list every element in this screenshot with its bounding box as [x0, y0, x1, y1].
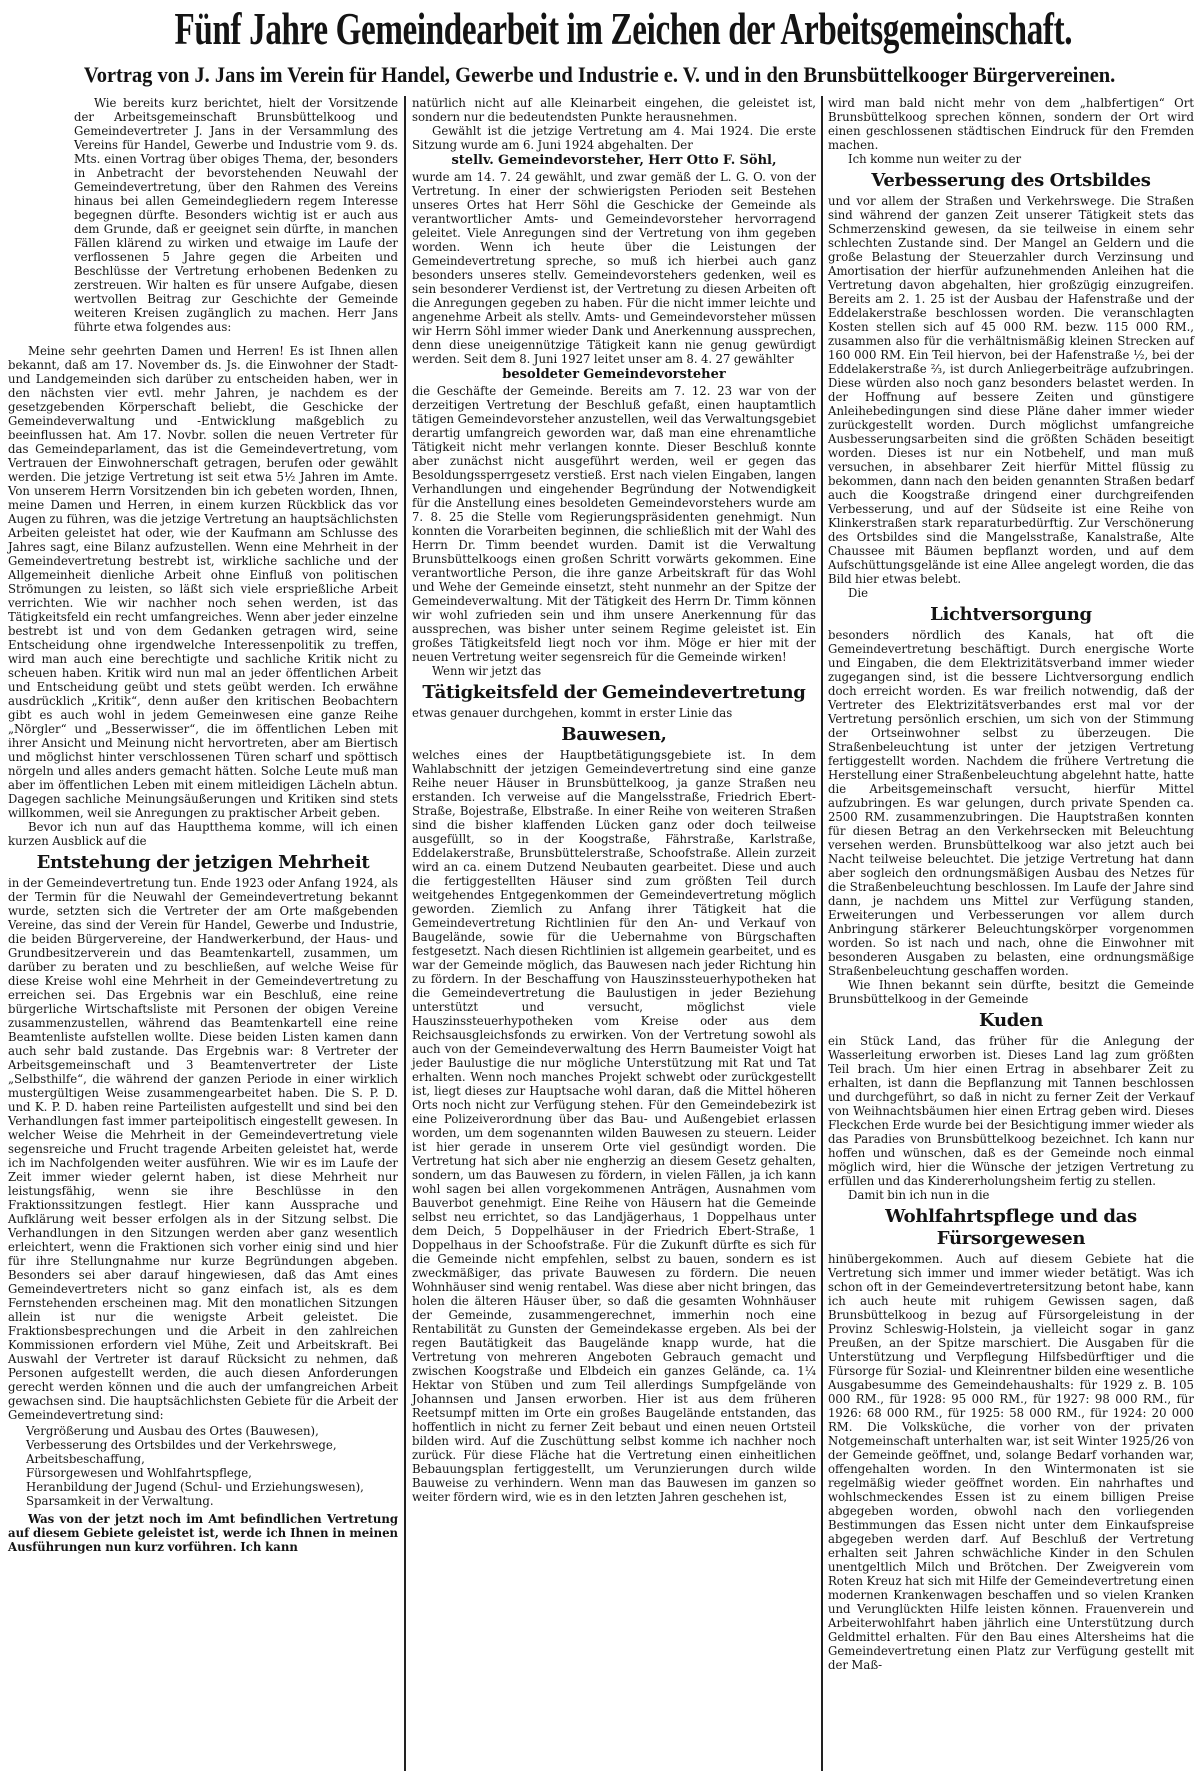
list-item: Heranbildung der Jugend (Schul- und Erziehungswesen),	[26, 1480, 364, 1494]
list-item: Fürsorgewesen und Wohlfahrtspflege,	[26, 1466, 252, 1480]
paragraph: hinübergekommen. Auch auf diesem Gebiete hat die Vertretung sich immer und immer wieder betätigt. Was ich schon oft in der Gemeindevertretersitzung betont habe, kann ich auch heute mit ruhigem Gewissen sagen, daß Brunsbüttelkoog in bezug auf Fürsorgeleistung in der Provinz Schleswig-Holstein, ja vielleicht sogar in ganz Preußen, an der Spitze marschiert. Die Ausgaben für die Unterstützung und Verpflegung Hilfsbedürftiger und die Fürsorge für Sozial- und Kleinrentner bilden eine wesentliche Ausgabesumme des Gemeindehaushalts: für 1929 z. B. 105 000 RM., für 1928: 95 000 RM., für 1927: 98 000 RM., für 1926: 68 000 RM., für 1925: 58 000 RM., für 1924: 20 000 RM. Die Volksküche, die vorher von der privaten Notgemeinschaft unterhalten war, ist seit Winter 1925/26 von der Gemeinde geöffnet, und, solange Bedarf vorhanden war, offengehalten worden. In den Wintermonaten ist sie regelmäßig wieder geöffnet worden. Ein nahrhaftes und wohlschmeckendes Essen ist zu einem billigen Preise abgegeben worden, obwohl nach den vorliegenden Bestimmungen das Essen nicht unter dem Einkaufspreise abgegeben werden darf. Auf Beschluß der Vertretung erhalten seit Jahren schwächliche Kinder in den Schulen unentgeltlich Milch und Brötchen. Der Zweigverein vom Roten Kreuz hat sich mit Hilfe der Gemeindevertretung einen modernen Krankenwagen beschaffen und so vielen Kranken und Verunglückten Hilfe leisten können. Frauenverein und Arbeiterwohlfahrt haben jährlich eine Unterstützung durch Geldmittel erhalten. Für den Bau eines Altersheims hat die Gemeindevertretung einen Platz zur Verfügung gestellt mit der Maß-	[828, 1252, 1194, 1672]
paragraph: etwas genauer durchgehen, kommt in erster Linie das	[412, 706, 733, 720]
paragraph: Wie Ihnen bekannt sein dürfte, besitzt die Gemeinde Brunsbüttelkoog in der Gemeinde	[828, 978, 1194, 1006]
section-heading: Kuden	[979, 1010, 1043, 1031]
paragraph: Meine sehr geehrten Damen und Herren! Es ist Ihnen allen bekannt, daß am 17. November ds. Js. die Einwohner der Stadt- und Landgemeinden sich darüber zu entscheiden haben, wer in den nächsten vier evtl. mehr Jahren, je nachdem es der gesetzgebenden Körperschaft beliebt, die Geschicke der Gemeindeverwaltung und -Entwicklung maßgeblich zu beeinflussen hat. Am 17. Novbr. sollen die neuen Vertreter für das Gemeindeparlament, das ist die Gemeindevertretung, vom Vertrauen der Einwohnerschaft getragen, berufen oder gewählt werden. Die jetzige Vertretung ist seit etwa 5½ Jahren im Amte. Von unserem Herrn Vorsitzenden bin ich gebeten worden, Ihnen, meine Damen und Herren, in einem kurzen Rückblick das vor Augen zu führen, was die jetzige Vertretung an hauptsächlichsten Arbeiten geleistet hat oder, wie der Kaufmann am Schlusse des Jahres sagt, eine Bilanz aufzustellen. Wenn eine Mehrheit in der Gemeindevertretung bestrebt ist, wirkliche sachliche und der Allgemeinheit dienliche Arbeit ohne Einfluß von politischen Strömungen zu leisten, so läßt sich viele ersprießliche Arbeit verrichten. Wie wir nachher noch sehen werden, ist das Tätigkeitsfeld ein recht umfangreiches. Wenn aber jeder einzelne bestrebt ist und von dem Gedanken getragen wird, seine Entscheidung ohne irgendwelche Interessenpolitik zu treffen, wird man auch eine berechtigte und sachliche Kritik nicht zu scheuen haben. Kritik wird nun mal an jeder öffentlichen Arbeit und Entscheidung geübt und stets geübt werden. Ich erwähne ausdrücklich „Kritik“, denn außer den kritischen Beobachtern gibt es auch wohl in jedem Gemeinwesen eine ganze Reihe „Nörgler“ und „Besserwisser“, die im öffentlichen Leben mit ihrer Ansicht und Meinung nicht hervortreten, aber am Biertisch und möglichst hinter verschlossenen Türen scharf und spöttisch nörgeln und alles anders gemacht hätten. Solche Leute muß man aber im öffentlichen Leben mit einem mitleidigen Lächeln abtun. Dagegen sachliche Meinungsäußerungen und Kritiken sind stets willkommen, weil sie Anregungen zu praktischer Arbeit geben.	[8, 344, 398, 820]
list-item: Arbeitsbeschaffung,	[26, 1452, 145, 1466]
paragraph: in der Gemeindevertretung tun. Ende 1923 oder Anfang 1924, als der Termin für die Neuwahl der Gemeindevertretung bekannt wurde, setzten sich die Vertreter der am Orte maßgebenden Vereine, das sind der Verein für Handel, Gewerbe und Industrie, die beiden Bürgervereine, der Handwerkerbund, der Haus- und Grundbesitzerverein und das Beamtenkartell, zusammen, um darüber zu beraten und zu beschließen, auf welche Weise für diese Kreise wohl eine Mehrheit in der Gemeindevertretung zu erreichen sei. Das Ergebnis war ein Beschluß, eine reine bürgerliche Wirtschaftsliste mit Personen der obigen Vereine zusammenzustellen, während das Beamtenkartell eine reine Beamtenliste aufstellen wollte. Diese beiden Listen kamen dann auch sehr bald zustande. Das Ergebnis war: 8 Vertreter der Arbeitsgemeinschaft und 3 Beamtenvertreter der Liste „Selbsthilfe“, die während der ganzen Periode in einer wirklich mustergültigen Weise zusammengearbeitet haben. Die S. P. D. und K. P. D. haben reine Parteilisten aufgestellt und sind bei den Verhandlungen fast immer parteipolitisch eingestellt gewesen. In welcher Weise die Mehrheit in der Gemeindevertretung viele segensreiche und Frucht tragende Arbeiten geleistet hat, werde ich im Nachfolgenden weiter ausführen. Wie wir es im Laufe der Zeit immer wieder gelernt haben, ist diese Mehrheit nur leistungsfähig, wenn sie ihre Beschlüsse in den Fraktionssitzungen festlegt. Hier kann Aussprache und Aufklärung weit besser erfolgen als in der Sitzung selbst. Die Verhandlungen in den Sitzungen werden aber ganz wesentlich erleichtert, wenn die Fraktionen sich vorher einig sind und hier für ihre Stellungnahme nur kurze Begründungen abgeben. Besonders sei aber darauf hingewiesen, daß das Amt eines Gemeindevertreters nicht so ganz einfach ist, als es dem Fernstehenden erscheinen mag. Mit den monatlichen Sitzungen allein ist nur die wenigste Arbeit geleistet. Die Fraktionsbesprechungen und die Arbeit in den zahlreichen Kommissionen erfordern viel Mühe, Zeit und Arbeitskraft. Bei Auswahl der Vertreter ist darauf Rücksicht zu nehmen, daß Personen aufgestellt werden, die auch diesen Anforderungen gerecht werden können und die auch der umfangreichen Arbeit gewachsen sind. Die hauptsächlichsten Gebiete für die Arbeit der Gemeindevertretung sind:	[8, 876, 398, 1422]
section-heading: Tätigkeitsfeld der Gemeindevertretung	[422, 682, 806, 703]
paragraph: wird man bald nicht mehr von dem „halbfertigen“ Ort Brunsbüttelkoog sprechen können, sondern der Ort wird einen geschlossenen städtischen Eindruck für den Fremden machen.	[828, 96, 1194, 152]
paragraph: Ich komme nun weiter zu der	[848, 152, 1022, 166]
column-divider	[404, 96, 406, 1771]
paragraph: die Geschäfte der Gemeinde. Bereits am 7. 12. 23 war von der derzeitigen Vertretung der Beschluß gefaßt, einen hauptamtlich tätigen Gemeindevorsteher anzustellen, weil das Verwaltungsgebiet derartig umfangreich geworden war, daß man eine ehrenamtliche Tätigkeit nicht mehr verlangen konnte. Dieser Beschluß konnte aber zunächst nicht ausgeführt werden, weil er gegen das Besoldungssperrgesetz verstieß. Erst nach vielen Eingaben, langen Verhandlungen und eingehender Begründung der Notwendigkeit für die Anstellung eines besoldeten Gemeindevorstehers wurde am 7. 8. 25 die Stelle vom Regierungspräsidenten genehmigt. Nun konnten die Vorarbeiten beginnen, die schließlich mit der Wahl des Herrn Dr. Timm beendet wurden. Damit ist die Verwaltung Brunsbüttelkoogs einen großen Schritt vorwärts gekommen. Eine verantwortliche Person, die ihre ganze Arbeitskraft für das Wohl und Wehe der Gemeinde einsetzt, steht nunmehr an der Spitze der Gemeindeverwaltung. Mit der Tätigkeit des Herrn Dr. Timm können wir wohl zufrieden sein und ihm unsere Anerkennung für das aussprechen, was bisher unter seinem Regime geleistet ist. Ein großes Tätigkeitsfeld liegt noch vor ihm. Möge er hier mit der neuen Vertretung weiter segensreich für die Gemeinde wirken!	[412, 384, 816, 664]
section-heading: Lichtversorgung	[930, 604, 1092, 625]
subheading: stellv. Gemeindevorsteher, Herr Otto F. Söhl,	[451, 153, 777, 168]
article-column-1	[8, 96, 398, 1554]
column-divider	[821, 96, 823, 1771]
list-item: Sparsamkeit in der Verwaltung.	[26, 1494, 214, 1508]
paragraph: Gewählt ist die jetzige Vertretung am 4. Mai 1924. Die erste Sitzung wurde am 6. Juni 1924 abgehalten. Der	[412, 124, 816, 152]
paragraph: Damit bin ich nun in die	[848, 1188, 990, 1202]
article-column-3	[828, 96, 1194, 1672]
article-headline	[0, 2, 1200, 55]
paragraph: Die	[848, 586, 869, 600]
article-column-2	[412, 96, 816, 1504]
paragraph: Bevor ich nun auf das Hauptthema komme, will ich einen kurzen Ausblick auf die	[8, 820, 398, 848]
headline-text: Fünf Jahre Gemeindearbeit im Zeichen der Arbeitsgemeinschaft.	[174, 3, 1073, 54]
section-heading: Wohlfahrtspflege und das Fürsorgewesen	[885, 1206, 1137, 1249]
list-item: Vergrößerung und Ausbau des Ortes (Bauwesen),	[26, 1424, 319, 1438]
paragraph: Was von der jetzt noch im Amt befindlichen Vertretung auf diesem Gebiete geleistet ist, werde ich Ihnen in meinen Ausführungen nun kurz vorführen. Ich kann	[8, 1512, 398, 1554]
subheading: besoldeter Gemeindevorsteher	[502, 367, 726, 382]
paragraph: und vor allem der Straßen und Verkehrswege. Die Straßen sind während der ganzen Zeit unserer Tätigkeit stets das Schmerzenskind gewesen, da sie teilweise in einem sehr schlechten Zustande sind. Der Mangel an Geldern und die große Belastung der Steuerzahler durch Verzinsung und Amortisation der hierfür aufzunehmenden Anleihen hat die Vertretung davon abgehalten, hier großzügig einzugreifen. Bereits am 2. 1. 25 ist der Ausbau der Hafenstraße und der Eddelakerstraße beschlossen worden. Die veranschlagten Kosten stellen sich auf 45 000 RM. bezw. 115 000 RM., zusammen also für die verhältnismäßig kleinen Strecken auf 160 000 RM. Ein Teil hiervon, bei der Hafenstraße ½, bei der Eddelakerstraße ⅔, ist durch Anliegerbeiträge aufzubringen. Diese würden also noch ganz besonders belastet werden. In der Hoffnung auf bessere Zeiten und günstigere Anleihebedingungen sind diese Pläne daher immer wieder zurückgestellt worden. Durch möglichst umfangreiche Ausbesserungsarbeiten sind die größten Schäden beseitigt worden. Dieses ist nur ein Notbehelf, und man muß versuchen, in absehbarer Zeit hierfür Mittel flüssig zu bekommen, dann nach den beiden genannten Straßen bedarf auch die Koogstraße dringend einer durchgreifenden Verbesserung, und auf der Südseite ist eine Reihe von Klinkerstraßen stark reparaturbedürftig. Zur Verschönerung des Ortsbildes sind die Mangelsstraße, Kanalstraße, Alte Chaussee mit Bäumen bepflanzt worden, und auf dem Aufschüttungsgelände ist eine Allee angelegt worden, die das Bild hier etwas belebt.	[828, 194, 1194, 586]
subheadline-text: Vortrag von J. Jans im Verein für Handel, Gewerbe und Industrie e. V. und in den Brunsbüttelkooger Bürgervereinen.	[84, 62, 1116, 87]
paragraph: ein Stück Land, das früher für die Anlegung der Wasserleitung erworben ist. Dieses Land lag zum größten Teil brach. Um hier einen Ertrag in absehbarer Zeit zu erhalten, ist dann die Bepflanzung mit Tannen beschlossen und durchgeführt, so daß in nicht zu ferner Zeit der Verkauf von Weihnachtsbäumen hier einen Ertrag geben wird. Dieses Fleckchen Erde wurde bei der Besichtigung immer wieder als das Paradies von Brunsbüttelkoog bezeichnet. Ich kann nur hoffen und wünschen, daß es der Gemeinde noch einmal möglich wird, hier die Wünsche der jetzigen Vertretung zu erfüllen und das Kindererholungsheim fertig zu stellen.	[828, 1034, 1194, 1188]
paragraph: natürlich nicht auf alle Kleinarbeit eingehen, die geleistet ist, sondern nur die bedeutendsten Punkte herausnehmen.	[412, 96, 816, 124]
section-heading: Bauwesen,	[561, 724, 667, 745]
paragraph: besonders nördlich des Kanals, hat oft die Gemeindevertretung beschäftigt. Durch energische Worte und Eingaben, die dem Elektrizitätsverband immer wieder zugegangen sind, ist die bessere Lichtversorgung endlich doch erreicht worden. Es war freilich notwendig, daß der Vertreter des Elektrizitätsverbandes erst mal vor der Vertretung persönlich erschien, um sich von der Stimmung der Ortseinwohner selbst zu überzeugen. Die Straßenbeleuchtung ist unter der jetzigen Vertretung fertiggestellt worden. Nachdem die frühere Vertretung die Herstellung einer Straßenbeleuchtung abgelehnt hatte, hatte die Arbeitsgemeinschaft versucht, hierfür Mittel aufzubringen. Es war gelungen, durch private Spenden ca. 2500 RM. zusammenzubringen. Die Hauptstraßen konnten für diesen Betrag an den Verkehrsecken mit Beleuchtung versehen werden. Brunsbüttelkoog war also jetzt auch bei Nacht teilweise beleuchtet. Die jetzige Vertretung hat dann aber sogleich den ordnungsmäßigen Ausbau des Netzes für die Straßenbeleuchtung beschlossen. Im Laufe der Jahre sind dann, je nachdem uns Mittel zur Verfügung standen, Erweiterungen und Verbesserungen vor allem durch Anbringung stärkerer Beleuchtungskörper vorgenommen worden. So ist nach und nach, ohne die Einwohner mit besonderen Ausgaben zu belasten, eine ordnungsmäßige Straßenbeleuchtung geschaffen worden.	[828, 628, 1194, 978]
lead-paragraph: Wie bereits kurz berichtet, hielt der Vorsitzende der Arbeitsgemeinschaft Brunsbüttelkoog und Gemeindevertreter J. Jans in der Versammlung des Vereins für Handel, Gewerbe und Industrie vom 9. ds. Mts. einen Vortrag über obiges Thema, der, besonders in Anbetracht der bevorstehenden Neuwahl der Gemeindevertretung, über den Rahmen des Vereins hinaus bei allen Gemeindegliedern regem Interesse begegnen dürfte. Besonders wichtig ist er auch aus dem Grunde, daß er geeignet sein dürfte, in manchen Fällen klärend zu wirken und etwaige im Laufe der verflossenen 5 Jahre gegen die Arbeiten und Beschlüsse der Vertretung erhobenen Bedenken zu zerstreuen. Wir halten es für unsere Aufgabe, diesen wertvollen Beitrag zur Geschichte der Gemeinde weiteren Kreisen zugänglich zu machen. Herr Jans führte etwa folgendes aus:	[74, 96, 398, 334]
paragraph: wurde am 14. 7. 24 gewählt, und zwar gemäß der L. G. O. von der Vertretung. In einer der schwierigsten Perioden seit Bestehen unseres Ortes hat Herr Söhl die Geschicke der Gemeinde als verantwortlicher Amts- und Gemeindevorsteher hervorragend geleitet. Viele Anregungen sind der Vertretung von ihm gegeben worden. Wenn ich heute über die Leistungen der Gemeindevertretung spreche, so muß ich hierbei auch ganz besonders unseres stellv. Gemeindevorstehers gedenken, weil es sein besonderer Verdienst ist, der Vertretung zu diesen Arbeiten oft die Anregungen gegeben zu haben. Für die nicht immer leichte und angenehme Arbeit als stellv. Amts- und Gemeindevorsteher müssen wir Herrn Söhl immer wieder Dank und Anerkennung aussprechen, denn diese uneigennützige Tätigkeit kann nie genug gewürdigt werden. Seit dem 8. Juni 1927 leitet unser am 8. 4. 27 gewählter	[412, 170, 816, 366]
article-subheadline	[0, 62, 1200, 88]
paragraph: Wenn wir jetzt das	[432, 664, 542, 678]
list-item: Verbesserung des Ortsbildes und der Verkehrswege,	[26, 1438, 337, 1452]
work-areas-list	[26, 1424, 398, 1508]
section-heading: Verbesserung des Ortsbildes	[871, 170, 1151, 191]
paragraph: welches eines der Hauptbetätigungsgebiete ist. In dem Wahlabschnitt der jetzigen Gemeindevertretung sind eine ganze Reihe neuer Häuser in Brunsbüttelkoog, ja ganze Straßen neu erstanden. Ich verweise auf die Mangelsstraße, Friedrich Ebert-Straße, Bojestraße, Elbstraße. In einer Reihe von weiteren Straßen sind die bisher klaffenden Lücken ganz oder doch teilweise ausgefüllt, so in der Koogstraße, Fährstraße, Karlstraße, Eddelakerstraße, Brunsbüttelerstraße, Schoofstraße. Allein zurzeit wird an ca. einem Dutzend Neubauten gearbeitet. Diese und auch die fertiggestellten Häuser sind zum größten Teil durch weitgehendes Entgegenkommen der Gemeindevertretung möglich geworden. Ziemlich zu Anfang ihrer Tätigkeit hat die Gemeindevertretung Richtlinien für den An- und Verkauf von Baugelände, sowie für die Uebernahme von Bürgschaften festgesetzt. Nach diesen Richtlinien ist allgemein gearbeitet, und es war der Gemeinde möglich, das Bauwesen nach jeder Richtung hin zu fördern. In der Beschaffung von Hauszinssteuerhypotheken hat die Gemeindevertretung die Baulustigen in jeder Beziehung unterstützt und versucht, möglichst viele Hauszinssteuerhypotheken vom Kreise oder aus dem Reichsausgleichsfonds zu erwirken. Von der Vertretung sowohl als auch von der Gemeindeverwaltung des Herrn Baumeister Voigt hat jeder Baulustige die nur mögliche Unterstützung mit Rat und Tat erhalten. Wenn noch manches Projekt schwebt oder zurückgestellt ist, liegt dieses zur Hauptsache wohl daran, daß die Mittel höheren Orts noch nicht zur Verfügung stehen. Für den Gemeindebezirk ist eine Polizeiverordnung über das Bau- und Außengebiet erlassen worden, um dem sogenannten wilden Bauwesen zu steuern. Leider ist hier gerade in unserem Orte viel gesündigt worden. Die Vertretung hat sich aber nie engherzig an diesem Gesetz gehalten, sondern, um das Bauwesen zu fördern, in vielen Fällen, ja ich kann wohl sagen bei allen vorgekommenen Anträgen, Ausnahmen vom Bauverbot genehmigt. Eine Reihe von Häusern hat die Gemeinde selbst neu errichtet, so das Landjägerhaus, 1 Doppelhaus unter dem Deich, 5 Doppelhäuser in der Friedrich Ebert-Straße, 1 Doppelhaus in der Schoofstraße. Für die Zukunft dürfte es sich für die Gemeinde nicht empfehlen, selbst zu bauen, sondern es ist zweckmäßiger, das private Bauwesen zu fördern. Die neuen Wohnhäuser sind wenig rentabel. Was diese aber nicht bringen, das holen die älteren Häuser über, so daß die gesamten Wohnhäuser der Gemeinde, zusammengerechnet, immerhin noch eine Rentabilität zu Gunsten der Gemeindekasse ergeben. Als bei der regen Bautätigkeit das Baugelände knapp wurde, hat die Vertretung von mehreren Angeboten Gebrauch gemacht und zwischen Koogstraße und Elbdeich ein ganzes Gelände, ca. 1¼ Hektar von Stüben und zum Teil allerdings Sumpfgelände von Johannsen und Jansen erworben. Hier ist aus dem früheren Reetsumpf mitten im Orte ein großes Baugelände entstanden, das hoffentlich in nicht zu ferner Zeit bebaut und einen neuen Ortsteil bilden wird. Auf die Zuschüttung selbst komme ich nachher noch zurück. Für diese Fläche hat die Vertretung einen einheitlichen Bebauungsplan fertiggestellt, um Verunzierungen durch wilde Bauweise zu verhindern. Wenn man das Bauwesen im ganzen so weiter fördern wird, wie es in den letzten Jahren geschehen ist,	[412, 748, 816, 1504]
section-heading: Entstehung der jetzigen Mehrheit	[36, 852, 370, 873]
